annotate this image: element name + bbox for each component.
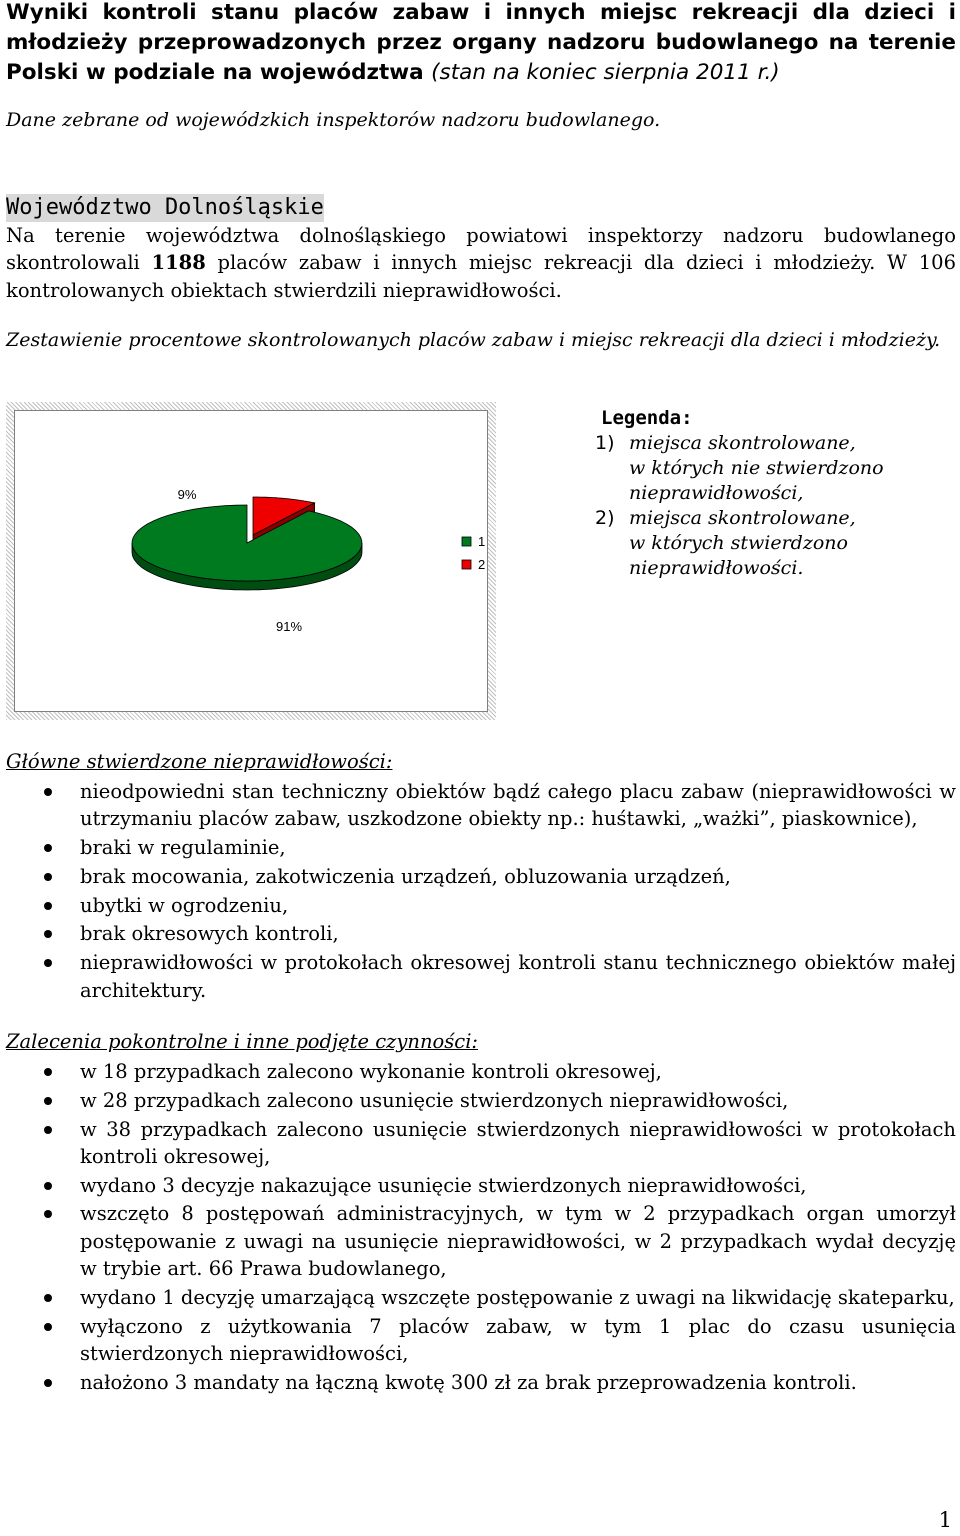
page-number: 1 xyxy=(938,1508,952,1532)
legend-item-text xyxy=(629,431,949,506)
legend-item-2 xyxy=(579,506,949,581)
data-source-note: Dane zebrane od wojewódzkich inspektorów nadzoru budowlanego. xyxy=(6,109,661,131)
pie-chart-frame xyxy=(6,402,496,720)
list-item: brak okresowych kontroli, xyxy=(6,920,956,947)
pie-slice-1 xyxy=(132,505,362,590)
pie-chart-area xyxy=(14,410,488,712)
recommendations-heading: Zalecenia pokontrolne i inne podjęte czynności: xyxy=(6,1030,478,1053)
legend-label-2: 2 xyxy=(478,557,486,572)
legend-line: miejsca skontrolowane, xyxy=(629,507,856,529)
legend-item-1 xyxy=(579,431,949,506)
list-item: wydano 1 decyzję umarzającą wszczęte postępowanie z uwagi na likwidację skateparku, xyxy=(6,1284,956,1311)
legend-description xyxy=(579,406,949,581)
legend-line: miejsca skontrolowane, xyxy=(629,432,856,454)
pie-slice-top xyxy=(132,505,362,581)
legend-line: w których nie stwierdzono xyxy=(629,457,884,479)
intro-text-2: placów zabaw i innych miejsc rekreacji dla dzieci i młodzieży. W 106 kontrolowanych obiektach stwierdzili nieprawidłowości. xyxy=(6,251,956,302)
document-title xyxy=(6,0,956,88)
list-item: wydano 3 decyzje nakazujące usunięcie stwierdzonych nieprawidłowości, xyxy=(6,1172,956,1199)
list-item: braki w regulaminie, xyxy=(6,834,956,861)
legend-line: nieprawidłowości. xyxy=(629,557,804,579)
chart-caption: Zestawienie procentowe skontrolowanych placów zabaw i miejsc rekreacji dla dzieci i młodzieży. xyxy=(6,329,941,351)
irregularities-heading: Główne stwierdzone nieprawidłowości: xyxy=(6,750,393,773)
intro-paragraph xyxy=(6,222,956,304)
legend-item-number: 1) xyxy=(595,432,615,454)
intro-text-1: Na terenie województwa dolnośląskiego powiatowi inspektorzy nadzoru budowlanego skontrolowali xyxy=(6,224,956,275)
legend-item-text xyxy=(629,506,949,581)
list-item: nieprawidłowości w protokołach okresowej kontroli stanu technicznego obiektów małej architektury. xyxy=(6,949,956,1004)
legend-swatch-2 xyxy=(462,560,471,569)
list-item: brak mocowania, zakotwiczenia urządzeń, obluzowania urządzeń, xyxy=(6,863,956,890)
region-heading: Województwo Dolnośląskie xyxy=(6,195,324,220)
list-item: ubytki w ogrodzeniu, xyxy=(6,892,956,919)
list-item: wyłączono z użytkowania 7 placów zabaw, w tym 1 plac do czasu usunięcia stwierdzonych nieprawidłowości, xyxy=(6,1313,956,1368)
legend-line: w których stwierdzono xyxy=(629,532,848,554)
legend-title: Legenda: xyxy=(601,407,693,429)
list-item: nieodpowiedni stan techniczny obiektów bądź całego placu zabaw (nieprawidłowości w utrzymaniu placów zabaw, uszkodzone obiekty np.: huśtawki, „ważki”, piaskownice), xyxy=(6,778,956,833)
list-item: wszczęto 8 postępowań administracyjnych, w tym w 2 przypadkach organ umorzył postępowanie z uwagi na usunięcie nieprawidłowości, w 2 przypadkach wydał decyzję w trybie art. 66 Prawa budowlanego, xyxy=(6,1200,956,1282)
legend-line: nieprawidłowości, xyxy=(629,482,804,504)
irregularities-list xyxy=(6,778,956,1005)
inspected-count: 1188 xyxy=(151,251,206,275)
data-label-1: 91% xyxy=(275,619,303,634)
data-label-2: 9% xyxy=(177,487,197,502)
legend-item-number: 2) xyxy=(595,507,615,529)
list-item: w 28 przypadkach zalecono usunięcie stwierdzonych nieprawidłowości, xyxy=(6,1087,956,1114)
recommendations-list xyxy=(6,1058,956,1398)
list-item: w 18 przypadkach zalecono wykonanie kontroli okresowej, xyxy=(6,1058,956,1085)
pie-chart xyxy=(15,411,487,711)
title-text: Wyniki kontroli stanu placów zabaw i innych miejsc rekreacji dla dzieci i młodzieży przeprowadzonych przez organy nadzoru budowlanego na terenie Polski w podziale na województwa xyxy=(6,0,956,85)
legend-swatch-1 xyxy=(462,537,471,546)
list-item: w 38 przypadkach zalecono usunięcie stwierdzonych nieprawidłowości w protokołach kontroli okresowej, xyxy=(6,1116,956,1171)
legend-label-1: 1 xyxy=(478,534,486,549)
list-item: nałożono 3 mandaty na łączną kwotę 300 zł za brak przeprowadzenia kontroli. xyxy=(6,1369,956,1396)
title-date-note: (stan na koniec sierpnia 2011 r.) xyxy=(431,60,780,85)
